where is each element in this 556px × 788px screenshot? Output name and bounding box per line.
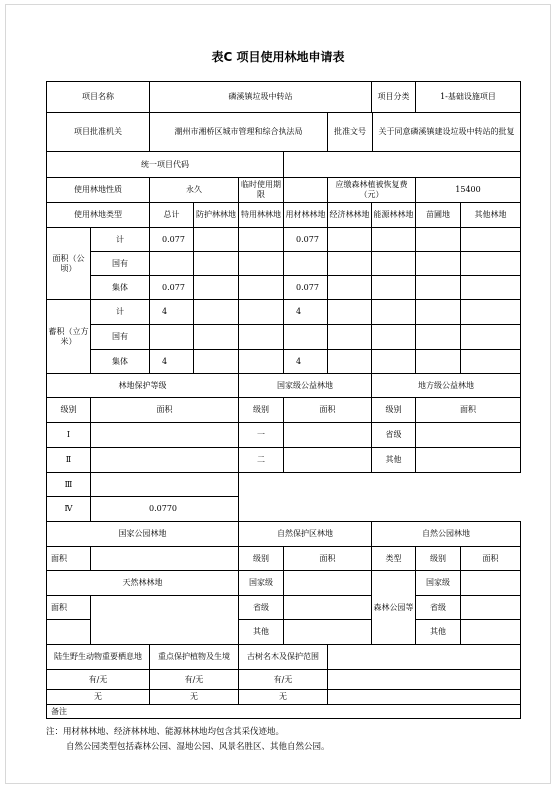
national-welfare-title: 国家级公益林地 [238,373,372,398]
area-total [149,251,194,276]
area-cell [238,275,284,300]
area-cell [327,275,372,300]
volume-cell [415,349,461,374]
extra-blank [327,669,521,690]
natural-forest-cell [283,570,372,596]
volume-cell [327,324,372,350]
local-area [415,422,521,448]
level-area [90,472,239,497]
area-cell [327,251,372,276]
wildlife-value: 无 [46,689,150,705]
approval-no: 关于同意磷溪镇建设垃圾中转站的批复 [372,112,521,152]
forest-park-cell [460,595,521,620]
forest-park-label: 森林公园等 [371,570,416,645]
national-grade: 二 [238,447,284,473]
national-area [283,422,372,448]
area-total: 0.077 [149,227,194,252]
forest-type-header: 特用林林地 [238,202,284,228]
volume-cell [371,324,416,350]
level-area: 0.0770 [90,496,239,522]
category: 1-基础设施项目 [415,81,521,113]
protected-plant-label: 重点保护植物及生境 [149,644,239,670]
local-area [415,447,521,473]
project-name-label: 项目名称 [46,81,150,113]
natural-forest-national: 国家级 [238,570,284,596]
volume-cell [371,299,416,325]
reserve-grade-label: 级别 [238,546,284,571]
area-cell [371,227,416,252]
area-cell [415,251,461,276]
tree-value: 无 [238,689,328,705]
note-line-2: 自然公园类型包括森林公园、湿地公园、风景名胜区、其他自然公园。 [66,742,330,752]
grade-label: 级别 [238,397,284,423]
category-label: 项目分类 [371,81,416,113]
volume-timber [283,324,328,350]
volume-cell [193,299,239,325]
volume-cell [238,324,284,350]
level-label: Ⅳ [46,496,91,522]
volume-cell [415,324,461,350]
area-timber [283,251,328,276]
forest-type-header: 其他林地 [460,202,521,228]
forest-type-header: 防护林林地 [193,202,239,228]
national-grade: 一 [238,422,284,448]
area-header: 面积 [415,397,521,423]
wildlife-habitat-label: 陆生野生动物重要栖息地 [46,644,150,670]
area-timber: 0.077 [283,275,328,300]
volume-cell [193,324,239,350]
park-type-label: 类型 [371,546,416,571]
area-cell [193,227,239,252]
volume-timber: 4 [283,349,328,374]
fee-value: 15400 [415,177,521,203]
approval-org: 潮州市湘桥区城市管理和综合执法局 [149,112,328,152]
volume-timber: 4 [283,299,328,325]
area-cell [460,227,521,252]
grade-label: 级别 [371,397,416,423]
project-code [283,151,521,178]
area-header: 面积 [90,397,239,423]
natural-forest-area-value [90,595,239,645]
volume-cell [327,299,372,325]
natural-forest-cell [283,619,372,645]
forest-type-header: 苗圃地 [415,202,461,228]
local-grade: 其他 [371,447,416,473]
volume-label: 蓄积（立方米） [46,299,91,374]
grade-label: 级别 [46,397,91,423]
area-cell [371,275,416,300]
extra-blank [327,644,521,670]
tree-yesno: 有/无 [238,669,328,690]
volume-cell [460,324,521,350]
temp-label: 临时使用期限 [238,177,284,203]
forest-park-provincial: 省级 [415,595,461,620]
form-title: 表C 项目使用林地申请表 [211,50,345,64]
park-grade-label: 级别 [415,546,461,571]
level-label: Ⅱ [46,447,91,473]
forest-park-other: 其他 [415,619,461,645]
area-cell [327,227,372,252]
level-area [90,422,239,448]
forest-park-national: 国家级 [415,570,461,596]
remark-label: 备注 [51,706,67,716]
area-cell [238,251,284,276]
forest-park-cell [460,570,521,596]
ancient-tree-label: 古树名木及保护范围 [238,644,328,670]
area-cell [415,227,461,252]
project-name: 磷溪镇垃圾中转站 [149,81,372,113]
natural-forest-area-label: 面积 [46,595,91,620]
area-cell [415,275,461,300]
forest-type-header: 能源林林地 [371,202,416,228]
area-row-label: 国有 [90,251,150,276]
park-area-value [90,546,239,571]
natural-park-title: 自然公园林地 [371,521,521,547]
local-welfare-title: 地方级公益林地 [371,373,521,398]
volume-cell [460,299,521,325]
area-cell [193,251,239,276]
area-timber: 0.077 [283,227,328,252]
natural-forest-other: 其他 [238,619,284,645]
volume-cell [238,299,284,325]
plant-yesno: 有/无 [149,669,239,690]
fee-label: 应缴森林植被恢复费（元） [327,177,416,203]
nature-reserve-title: 自然保护区林地 [238,521,372,547]
volume-row-label: 国有 [90,324,150,350]
remark-row [46,704,521,719]
extra-blank [327,689,521,705]
temp-value [283,177,328,203]
volume-cell [327,349,372,374]
volume-cell [460,349,521,374]
natural-forest-provincial: 省级 [238,595,284,620]
volume-cell [371,349,416,374]
approval-no-label: 批准文号 [327,112,373,152]
forest-park-cell [460,619,521,645]
volume-cell [238,349,284,374]
national-park-title: 国家公园林地 [46,521,239,547]
area-cell [193,275,239,300]
level-label: Ⅲ [46,472,91,497]
volume-row-label: 集体 [90,349,150,374]
area-cell [371,251,416,276]
natural-forest-title: 天然林林地 [46,570,239,596]
note-line-1: 注：用材林林地、经济林林地、能源林林地均包含其采伐迹地。 [46,727,285,737]
level-label: Ⅰ [46,422,91,448]
nature: 永久 [149,177,239,203]
forest-type-header: 总计 [149,202,194,228]
natural-forest-cell [283,595,372,620]
park-area-label: 面积 [46,546,91,571]
area-row-label: 集体 [90,275,150,300]
reserve-area-label: 面积 [283,546,372,571]
national-area [283,447,372,473]
forest-type-header: 经济林林地 [327,202,372,228]
volume-total: 4 [149,299,194,325]
area-cell [460,275,521,300]
level-area [90,447,239,473]
volume-row-label: 计 [90,299,150,325]
project-code-label: 统一项目代码 [46,151,284,178]
forest-type-label: 使用林地类型 [46,202,150,228]
nature-label: 使用林地性质 [46,177,150,203]
park-area-label: 面积 [460,546,521,571]
volume-cell [415,299,461,325]
forest-type-header: 用材林林地 [283,202,328,228]
area-row-label: 计 [90,227,150,252]
volume-total: 4 [149,349,194,374]
volume-total [149,324,194,350]
plant-value: 无 [149,689,239,705]
wildlife-yesno: 有/无 [46,669,150,690]
area-header: 面积 [283,397,372,423]
natural-forest-blank [46,619,91,645]
area-cell [238,227,284,252]
area-total: 0.077 [149,275,194,300]
area-cell [460,251,521,276]
area-label: 面积（公顷） [46,227,91,300]
volume-cell [193,349,239,374]
approval-org-label: 项目批准机关 [46,112,150,152]
local-grade: 省级 [371,422,416,448]
protection-level-title: 林地保护等级 [46,373,239,398]
